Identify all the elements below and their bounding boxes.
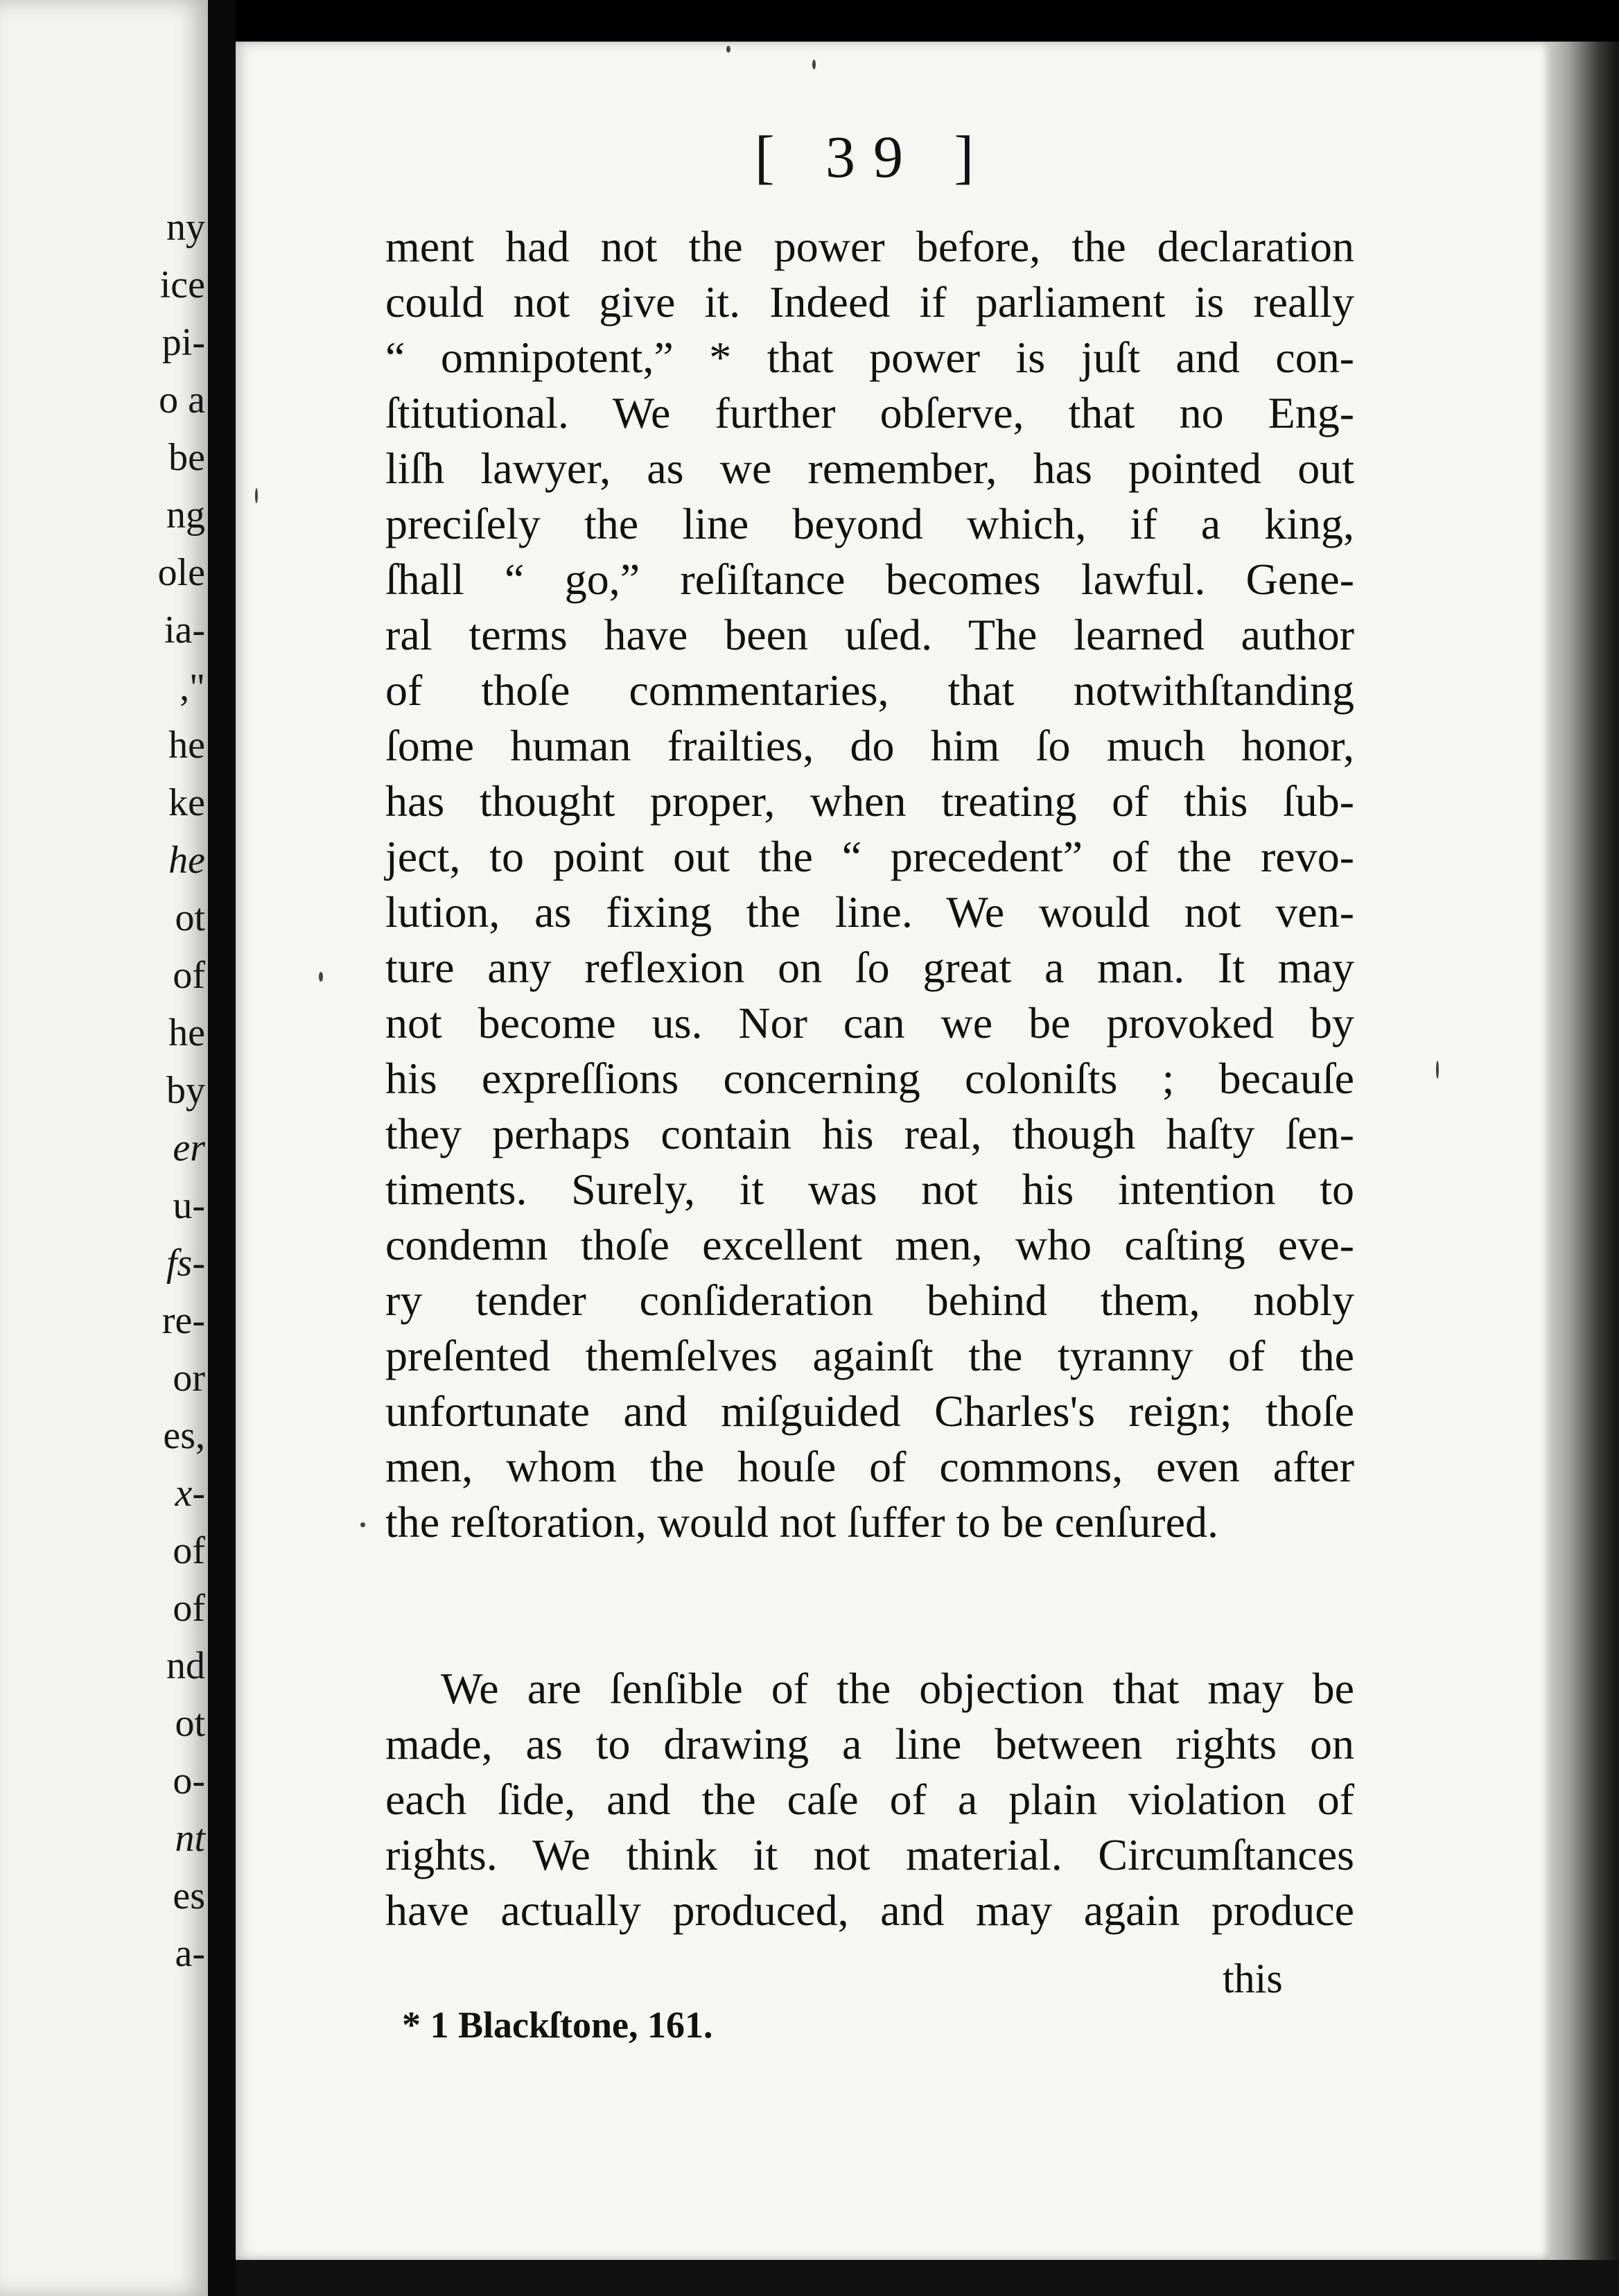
previous-page-line: o a <box>159 379 205 421</box>
previous-page-line: he <box>168 839 205 882</box>
text-line: not become us. Nor can we be provoked by <box>385 998 1354 1047</box>
text-line: they perhaps contain his real, though haſty ſen- <box>385 1109 1354 1158</box>
text-line: ral terms have been uſed. The learned author <box>385 610 1354 659</box>
text-line: ſome human frailties, do him ſo much honor, <box>385 721 1354 770</box>
text-line: liſh lawyer, as we remember, has pointed out <box>385 444 1354 493</box>
text-line: ject, to point out the “ precedent” of the revo- <box>385 832 1354 881</box>
previous-page-line: nt <box>175 1817 205 1860</box>
text-line: each ſide, and the caſe of a plain violation of <box>385 1775 1354 1824</box>
text-line: timents. Surely, it was not his intention to <box>385 1165 1354 1214</box>
previous-page-line: ot <box>175 896 205 939</box>
previous-page-fragment <box>0 0 208 2296</box>
book-gutter <box>208 0 236 2296</box>
text-line: the reſtoration, would not ſuffer to be cenſured. <box>385 1497 1218 1547</box>
text-line: has thought proper, when treating of this ſub- <box>385 776 1354 826</box>
text-line: of thoſe commentaries, that notwithſtanding <box>385 666 1354 715</box>
text-line: could not give it. Indeed if parliament is really <box>385 277 1354 327</box>
text-line: preſented themſelves againſt the tyranny of the <box>385 1331 1354 1380</box>
text-line: We are ſenſible of the objection that may be <box>441 1664 1354 1713</box>
previous-page-line: he <box>168 724 205 767</box>
text-line: men, whom the houſe of commons, even after <box>385 1442 1354 1491</box>
previous-page-line: o- <box>173 1759 205 1802</box>
previous-page-line: er <box>173 1127 205 1169</box>
previous-page-line: pi- <box>161 321 205 364</box>
scan-speck <box>319 972 323 982</box>
previous-page-line: ng <box>166 494 205 537</box>
previous-page-line: he <box>168 1011 205 1054</box>
previous-page-line: of <box>173 954 205 997</box>
previous-page-line: ole <box>157 551 205 594</box>
text-line: rights. We think it not material. Circumſtances <box>385 1830 1354 1879</box>
previous-page-line: ny <box>166 206 205 249</box>
previous-page-line: by <box>166 1069 205 1112</box>
scan-speck <box>812 60 816 69</box>
text-line: made, as to drawing a line between rights on <box>385 1719 1354 1768</box>
previous-page-line: es, <box>163 1414 205 1457</box>
text-line: “ omnipotent,” * that power is juſt and con- <box>385 333 1354 382</box>
previous-page-line: be <box>168 436 205 479</box>
text-line: unfortunate and miſguided Charles's reign; thoſe <box>385 1386 1354 1436</box>
text-line: ment had not the power before, the declaration <box>385 222 1354 271</box>
text-line: his expreſſions concerning coloniſts ; becauſe <box>385 1054 1354 1103</box>
text-line: condemn thoſe excellent men, who caſting eve- <box>385 1220 1354 1269</box>
previous-page-line: ice <box>159 263 205 306</box>
page-edge-shadow <box>1550 42 1619 2260</box>
previous-page-line: ot <box>175 1702 205 1745</box>
previous-page-line: re- <box>161 1299 205 1342</box>
footnote: * 1 Blackſtone, 161. <box>402 2004 713 2046</box>
text-line: ture any reflexion on ſo great a man. It may <box>385 943 1354 992</box>
previous-page-line: ia- <box>164 609 205 652</box>
scan-speck <box>360 1522 365 1527</box>
previous-page-line: es <box>173 1875 205 1917</box>
scan-speck <box>1436 1061 1439 1079</box>
previous-page-line: u- <box>173 1184 205 1227</box>
previous-page-line: of <box>173 1529 205 1572</box>
previous-page-line: x- <box>175 1472 205 1515</box>
catchword: this <box>1223 1956 1283 2001</box>
page-number: [ 39 ] <box>754 123 992 190</box>
text-line: ry tender conſideration behind them, nobly <box>385 1276 1354 1325</box>
text-line: lution, as fixing the line. We would not ven- <box>385 887 1354 937</box>
text-line: preciſely the line beyond which, if a king, <box>385 499 1354 548</box>
previous-page-line: ke <box>168 781 205 824</box>
previous-page-line: or <box>173 1357 205 1400</box>
previous-page-line: a- <box>175 1932 205 1975</box>
scan-speck <box>255 488 258 503</box>
previous-page-line: fs- <box>166 1242 205 1285</box>
previous-page-line: nd <box>166 1644 205 1687</box>
text-line: ſtitutional. We further obſerve, that no Eng- <box>385 388 1354 437</box>
scan-border <box>236 2260 1619 2296</box>
text-line: ſhall “ go,” reſiſtance becomes lawful. Gene- <box>385 555 1354 604</box>
previous-page-line: of <box>173 1587 205 1630</box>
scan-speck <box>726 46 730 53</box>
previous-page-line: ," <box>180 666 205 709</box>
text-line: have actually produced, and may again produce <box>385 1886 1354 1935</box>
